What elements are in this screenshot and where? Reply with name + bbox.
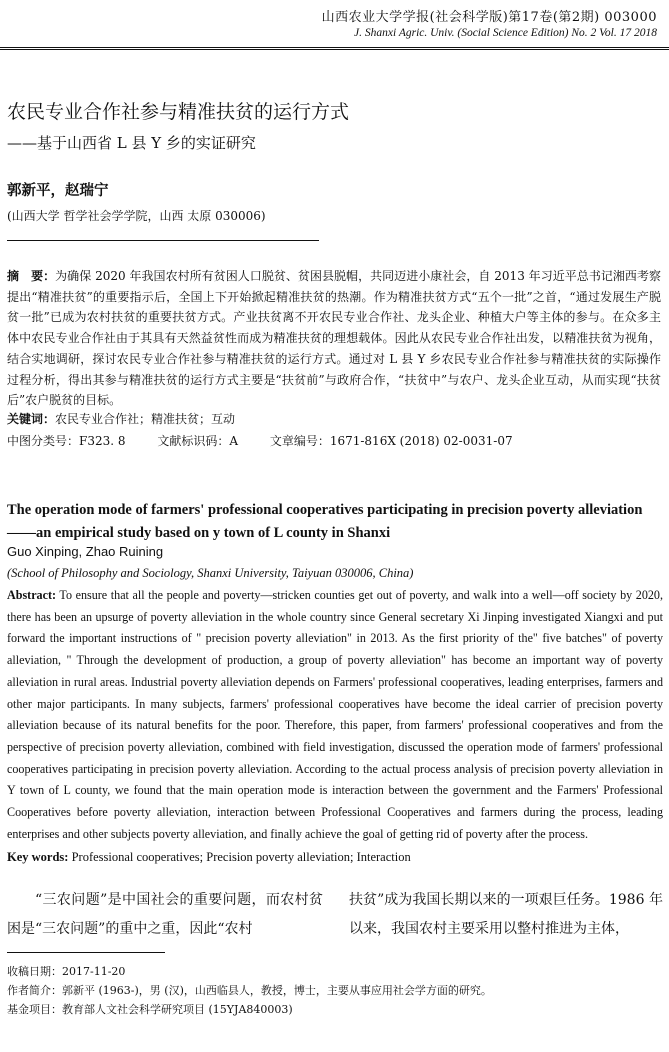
abstract-text: 为确保 2020 年我国农村所有贫困人口脱贫、贫困县脱帽，共同迈进小康社会，自 2013 年习近平总书记湘西考察提出“精准扶贫”的重要指示后，全国上下开始掀起精准扶贫的热潮。作为精准扶贫方式“五个一批”之首，“通过发展生产脱贫一批”已成为农村扶贫的重要扶贫方式。产业扶贫离不开农民专业合作社、龙头企业、种植大户等主体的参与。在众多主体中农民专业合作社由于其具有天然益贫性而成为精准扶贫的理想载体。因此从农民专业合作社出发，以精准扶贫为视角，结合实地调研，探讨农民专业合作社参与精准扶贫的运行方式。通过对 L 县 Y 乡农民专业合作社参与精准扶贫的实际操作过程分析，得出其参与精准扶贫的运行方式主要是“扶贫前”与政府合作，“扶贫中”与农户、龙头企业互动，从而实现“扶贫后”农户脱贫的目标。 xyxy=(7,269,661,408)
chinese-abstract xyxy=(7,266,661,411)
keywords-text: 农民专业合作社；精准扶贫；互动 xyxy=(55,412,236,426)
body-text-left-column: “三农问题”是中国社会的重要问题，而农村贫困是“三农问题”的重中之重，因此“农村 xyxy=(7,892,323,937)
english-title: The operation mode of farmers' professional cooperatives participating in precision poverty alleviation——an empirical study based on y town of L county in Shanxi xyxy=(7,502,643,541)
fund-project: 基金项目：教育部人文社会科学研究项目 (15YJA840003) xyxy=(7,1003,293,1016)
english-keywords-text: Professional cooperatives; Precision poverty alleviation; Interaction xyxy=(68,850,411,864)
abstract-label: 摘 要： xyxy=(7,269,56,283)
keywords-label: 关键词： xyxy=(7,412,56,426)
author-bio: 作者简介：郭新平 (1963-)，男 (汉)，山西临县人，教授，博士，主要从事应用社会学方面的研究。 xyxy=(7,984,492,997)
english-abstract xyxy=(7,585,663,845)
article-subtitle: ——基于山西省 L 县 Y 乡的实证研究 xyxy=(7,134,256,152)
article-title: 农民专业合作社参与精准扶贫的运行方式 xyxy=(7,101,350,123)
author-names: 郭新平，赵瑞宁 xyxy=(7,182,109,199)
footnote-divider xyxy=(7,952,165,953)
journal-header-en: J. Shanxi Agric. Univ. (Social Science Edition) No. 2 Vol. 17 2018 xyxy=(354,27,657,39)
header-rule xyxy=(0,47,669,50)
section-divider xyxy=(7,240,319,241)
english-abstract-label: Abstract: xyxy=(7,588,57,602)
received-date: 收稿日期：2017-11-20 xyxy=(7,965,126,978)
footnotes xyxy=(7,962,492,1019)
clc-number: 中图分类号：F323. 8 xyxy=(7,434,126,448)
article-number: 文章编号：1671-816X (2018) 02-0031-07 xyxy=(269,434,513,448)
author-affiliation: (山西大学 哲学社会学学院，山西 太原 030006) xyxy=(7,209,266,223)
body-text-right-column: 扶贫”成为我国长期以来的一项艰巨任务。1986 年以来，我国农村主要采用以整村推进为主体， xyxy=(349,892,663,937)
english-affiliation: (School of Philosophy and Sociology, Shanxi University, Taiyuan 030006, China) xyxy=(7,566,414,580)
classification-line xyxy=(7,432,661,449)
journal-header-zh: 山西农业大学学报(社会科学版)第17卷(第2期) 003000 xyxy=(321,10,657,25)
english-keywords-label: Key words: xyxy=(7,850,69,864)
english-authors: Guo Xinping, Zhao Ruining xyxy=(7,544,164,559)
document-code: 文献标识码：A xyxy=(157,434,238,448)
chinese-keywords xyxy=(7,410,235,427)
english-abstract-text: To ensure that all the people and poverty—stricken counties get out of poverty, and walk into a well—off society by 2020, there has been an upsurge of poverty alleviation in the whole country since General secretary Xi Jinping investigated Xiangxi and put forward the important instructions of " precision poverty alleviation" in 2013. As the first priority of the" five batches" of poverty alleviation, " Through the development of production, a group of poverty alleviation" has become an important way of poverty alleviation in rural areas. Industrial poverty alleviation depends on Farmers' professional cooperatives, leading enterprises, farmers and other major participants. In many subjects, farmers' professional cooperatives have become the ideal carrier of precision poverty alleviation because of its natural benefits for the poor. Therefore, this paper, from farmers' professional cooperatives and from the perspective of precision poverty alleviation, combined with field investigation, discussed the operation mode of farmers' professional cooperatives participating in precision poverty alleviation. According to the actual process analysis of precision poverty alleviation in Y town of L county, we found that the main operation mode is interaction between the government and the Farmers' Professional Cooperatives before poverty alleviation, interaction between Professional Cooperatives and farmers during the process, leading enterprises and other subjects poverty alleviation, and finally achieve the goal of getting rid of poverty after the process. xyxy=(7,588,663,841)
english-keywords xyxy=(7,850,411,865)
